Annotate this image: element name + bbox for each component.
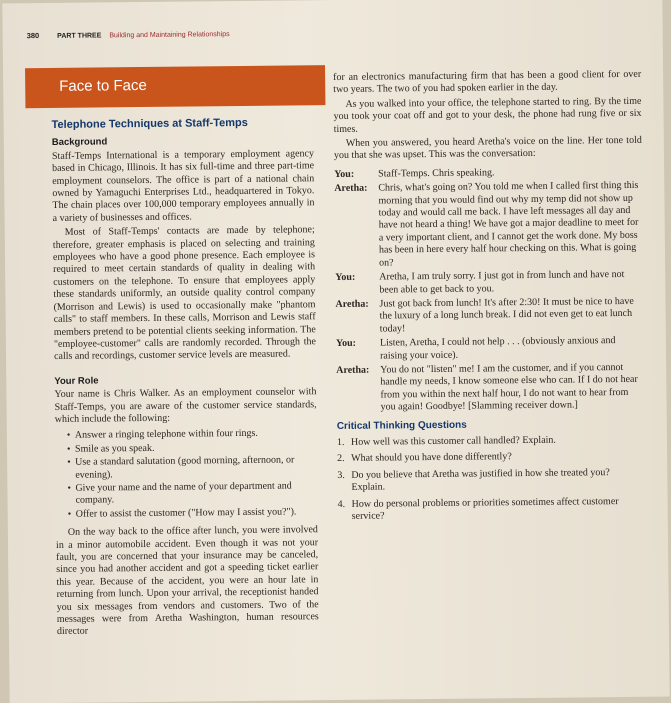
standards-list [55,428,318,522]
part-title: Building and Maintaining Relationships [109,31,230,40]
dialogue-text: Aretha, I am truly sorry. I just got in from lunch and have not been able to get back to you. [379,269,625,296]
role-paragraph-2: On the way back to the office after lunch, you were involved in a minor automobile accident. Even though it was not your fault, you are concerned that your insurance may be canceled, since you had another accident and got a speeding ticket earlier this year. Because of the accident, you were an hour late in returning from lunch. Upon your arrival, the receptionist handed you six messages from vendors and customers. Two of the messages were from Aretha Washington, human resources director [55,524,319,638]
standard-item: • Answer a ringing telephone within four rings. [67,428,317,443]
speaker-label: You: [334,168,355,180]
dialogue-line [335,296,643,336]
running-header [27,29,230,40]
questions-list [337,434,646,524]
speaker-label: Aretha: [334,182,368,195]
standard-item: • Give your name and the name of your department and company. [67,480,317,507]
question-text: What should you have done differently? [351,451,512,465]
speaker-label: You: [335,271,356,284]
dialogue-line [334,180,643,270]
question-text: Do you believe that Aretha was justified in how she treated you? Explain. [351,466,610,494]
speaker-label: You: [335,337,357,350]
question-text: How well was this customer call handled? Explain. [350,434,556,448]
question-number: 2. [337,453,345,465]
book-page [2,0,669,703]
dialogue-text: Staff-Temps. Chris speaking. [378,167,495,180]
standard-item: • Offer to assist the customer ("How may I assist you?"). [68,506,318,521]
standard-item: • Smile as you speak. [67,441,317,456]
dialogue-text: Chris, what's going on? You told me when I called first thing this morning that you would find out why my temp did not show up today and would call me back. I have left messages all day and have not heard a thing! We have got a major deadline to meet for a very important client, and I cannot get the work done. My boss has been in here every half hour checking on this. What is going on? [378,180,639,269]
dialogue-text: Just got back from lunch! It's after 2:30! It must be nice to have the luxury of a long lunch break. I did not even get to eat lunch today! [379,295,634,335]
role-paragraph-1: Your name is Chris Walker. As an employment counselor with Staff-Temps, you are aware of the customer service standards, which include the following: [54,386,317,425]
question-number: 1. [336,436,345,448]
speaker-label: Aretha: [335,298,369,310]
dialogue-line [335,269,643,297]
background-paragraph-1: Staff-Temps International is a temporary employment agency based in Chicago, Illinois. It has six full-time and three part-time employment counselors. The office is part of a national chain owned by Yamaguchi Enterprises Ltd., headquartered in Tokyo. The chain places over 100,000 temporary employees annually in a variety of businesses and offices. [51,148,315,224]
page-number: 380 [26,31,40,41]
right-column [333,69,646,528]
story-paragraph-3: When you answered, you heard Aretha's voice on the line. Her tone told you that she was upset. This was the conversation: [333,134,642,162]
role-heading: Your Role [54,375,99,387]
continued-paragraph: for an electronics manufacturing firm that has been a good client for over two years. The two of you had spoken earlier in the day. [333,68,642,96]
case-title: Telephone Techniques at Staff-Temps [51,116,248,131]
standard-item: • Use a standard salutation (good morning, afternoon, or evening). [67,454,317,481]
question-item [337,467,645,495]
question-text: How do personal problems or priorities sometimes affect customer service? [351,495,619,522]
question-item [338,495,646,523]
question-number: 4. [337,498,346,510]
story-paragraph-2: As you walked into your office, the telephone started to ring. By the time you took your coat off and got to your desk, the phone had rung five or six times. [333,95,642,135]
question-item [337,450,645,466]
critical-thinking-heading: Critical Thinking Questions [336,419,467,432]
dialogue-line [336,362,645,415]
speaker-label: Aretha: [336,364,370,376]
banner-title: Face to Face [59,76,147,95]
question-item [337,434,645,450]
feature-banner [25,65,325,108]
question-number: 3. [337,469,345,481]
background-paragraph-2: Most of Staff-Temps' contacts are made by telephone; therefore, greater emphasis is placed on selecting and training employees who have a good phone presence. Each employee is required to meet certain standards of quality in dealing with customers on the telephone. To ensure that employees apply these standards uniformly, an outside quality control company (Morrison and Lewis) is used to occasionally make "phantom calls" to staff members. In these calls, Morrison and Lewis staff members pretend to be potential clients seeking information. The "employee-customer" calls are randomly recorded. Through the calls and recordings, customer service levels are measured. [52,224,316,363]
dialogue-line [336,335,644,363]
part-label: PART THREE [57,32,102,40]
left-column [52,110,320,641]
background-heading: Background [51,136,108,149]
dialogue-text: You do not "listen" me! I am the customer, and if you cannot handle my needs, I know someone else who can. If I do not hear from you within the next half hour, I do not want to hear from you again! Goodbye! [Slamming receiver down.] [380,361,638,413]
dialogue-text: Listen, Aretha, I could not help . . . (obviously anxious and raising your voice). [379,335,616,362]
dialogue-line [334,166,642,182]
